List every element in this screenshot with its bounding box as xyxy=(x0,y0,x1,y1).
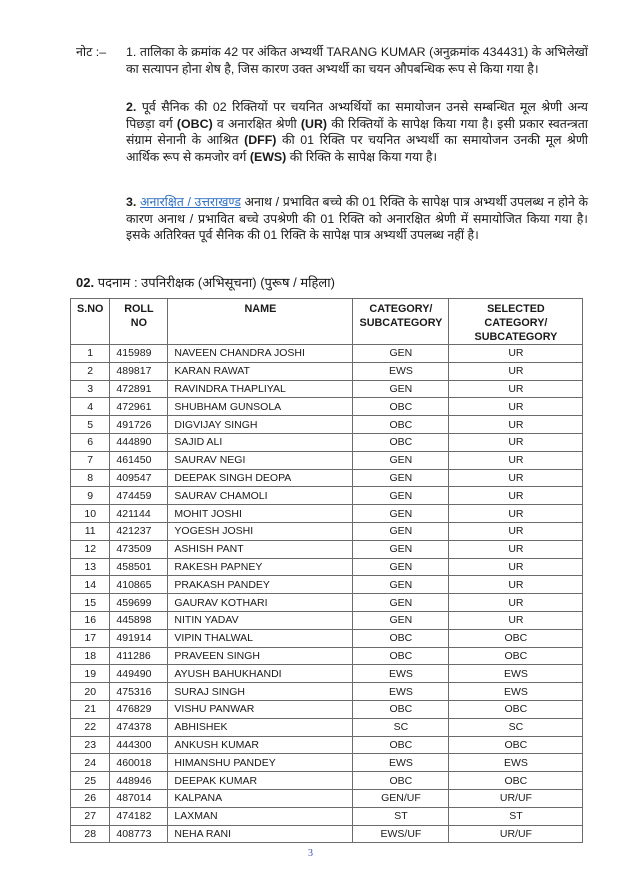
cell-roll-no: 410865 xyxy=(110,576,168,594)
cell-selected-category: UR/UF xyxy=(449,789,583,807)
table-row xyxy=(71,718,583,736)
cell-sno: 6 xyxy=(71,433,110,451)
cell-name: ANKUSH KUMAR xyxy=(168,736,353,754)
category-link[interactable]: अनारक्षित / उत्तराखण्ड xyxy=(140,195,241,209)
table-body xyxy=(71,345,583,843)
cell-roll-no: 408773 xyxy=(110,825,168,843)
cell-category: OBC xyxy=(353,629,449,647)
cell-name: NAVEEN CHANDRA JOSHI xyxy=(168,345,353,363)
header-category xyxy=(353,299,449,345)
cell-roll-no: 475316 xyxy=(110,683,168,701)
note-item-text: व अनारक्षित श्रेणी xyxy=(212,116,301,131)
dff-term: (DFF) xyxy=(244,133,277,148)
cell-sno: 24 xyxy=(71,754,110,772)
cell-sno: 4 xyxy=(71,398,110,416)
cell-selected-category: UR xyxy=(449,451,583,469)
cell-selected-category: EWS xyxy=(449,665,583,683)
cell-category: GEN xyxy=(353,558,449,576)
cell-roll-no: 474459 xyxy=(110,487,168,505)
header-sno: S.NO xyxy=(71,299,110,345)
cell-name: PRAVEEN SINGH xyxy=(168,647,353,665)
table-row xyxy=(71,683,583,701)
cell-name: AYUSH BAHUKHANDI xyxy=(168,665,353,683)
header-selected-category xyxy=(449,299,583,345)
cell-roll-no: 459699 xyxy=(110,594,168,612)
cell-roll-no: 474378 xyxy=(110,718,168,736)
cell-name: MOHIT JOSHI xyxy=(168,505,353,523)
table-row xyxy=(71,398,583,416)
table-row xyxy=(71,772,583,790)
table-row xyxy=(71,469,583,487)
cell-sno: 9 xyxy=(71,487,110,505)
cell-selected-category: UR xyxy=(449,558,583,576)
cell-category: GEN xyxy=(353,451,449,469)
cell-sno: 15 xyxy=(71,594,110,612)
cell-name: HIMANSHU PANDEY xyxy=(168,754,353,772)
cell-name: DIGVIJAY SINGH xyxy=(168,416,353,434)
cell-sno: 8 xyxy=(71,469,110,487)
table-row xyxy=(71,825,583,843)
cell-roll-no: 458501 xyxy=(110,558,168,576)
cell-name: SAURAV NEGI xyxy=(168,451,353,469)
table-row xyxy=(71,754,583,772)
cell-category: SC xyxy=(353,718,449,736)
table-row xyxy=(71,700,583,718)
cell-sno: 21 xyxy=(71,700,110,718)
cell-selected-category: UR xyxy=(449,433,583,451)
cell-selected-category: UR xyxy=(449,362,583,380)
cell-category: OBC xyxy=(353,433,449,451)
note-item-1 xyxy=(126,44,588,77)
cell-sno: 25 xyxy=(71,772,110,790)
cell-roll-no: 472891 xyxy=(110,380,168,398)
cell-sno: 10 xyxy=(71,505,110,523)
cell-selected-category: UR xyxy=(449,398,583,416)
cell-category: OBC xyxy=(353,736,449,754)
cell-selected-category: OBC xyxy=(449,736,583,754)
cell-name: KARAN RAWAT xyxy=(168,362,353,380)
cell-roll-no: 409547 xyxy=(110,469,168,487)
cell-name: SHUBHAM GUNSOLA xyxy=(168,398,353,416)
cell-sno: 20 xyxy=(71,683,110,701)
cell-selected-category: UR xyxy=(449,522,583,540)
table-row xyxy=(71,611,583,629)
note-item-text: पूर्व सैनिक की 02 रिक्तियों पर चयनित अभ्यर्थियों का समायोजन उनसे सम्बन्धित मूल श्रेणी अन्य पिछड़ा वर्ग xyxy=(126,100,588,131)
cell-selected-category: UR xyxy=(449,469,583,487)
cell-name: KALPANA xyxy=(168,789,353,807)
cell-selected-category: UR xyxy=(449,345,583,363)
cell-roll-no: 473509 xyxy=(110,540,168,558)
cell-roll-no: 461450 xyxy=(110,451,168,469)
cell-sno: 14 xyxy=(71,576,110,594)
cell-sno: 18 xyxy=(71,647,110,665)
cell-selected-category: UR xyxy=(449,576,583,594)
table-row xyxy=(71,362,583,380)
note-item-text: की 01 रिक्ति पर चयनित अभ्यर्थी का समायोजन उनकी मूल श्रेणी आर्थिक रूप से कमजोर वर्ग xyxy=(126,133,588,164)
table-header-row xyxy=(71,299,583,345)
table-row xyxy=(71,433,583,451)
cell-sno: 19 xyxy=(71,665,110,683)
cell-category: EWS xyxy=(353,754,449,772)
cell-sno: 7 xyxy=(71,451,110,469)
cell-category: OBC xyxy=(353,398,449,416)
table-row xyxy=(71,736,583,754)
cell-category: OBC xyxy=(353,416,449,434)
note-item-number: 2. xyxy=(126,100,137,114)
selection-table xyxy=(70,298,583,843)
cell-category: OBC xyxy=(353,647,449,665)
cell-category: GEN xyxy=(353,345,449,363)
cell-selected-category: SC xyxy=(449,718,583,736)
header-category-line1: CATEGORY/ xyxy=(369,303,433,315)
cell-name: YOGESH JOSHI xyxy=(168,522,353,540)
cell-category: EWS xyxy=(353,683,449,701)
cell-name: NEHA RANI xyxy=(168,825,353,843)
cell-roll-no: 448946 xyxy=(110,772,168,790)
cell-category: EWS xyxy=(353,362,449,380)
note-item-text: अनाथ / प्रभावित बच्चे की 01 रिक्ति के सापेक्ष पात्र अभ्यर्थी उपलब्ध न होने के कारण अनाथ / प्रभावित बच्चे उपश्रेणी की 01 रिक्ति को अनारक्षित श्रेणी में समायोजित किया गया है। इसके अतिरिक्त पूर्व सैनिक की 01 रिक्ति के सापेक्ष पात्र अभ्यर्थी उपलब्ध नहीं है। xyxy=(126,195,588,243)
cell-name: SAJID ALI xyxy=(168,433,353,451)
ews-term: (EWS) xyxy=(249,149,287,164)
table-row xyxy=(71,416,583,434)
cell-sno: 12 xyxy=(71,540,110,558)
table-row xyxy=(71,629,583,647)
cell-category: GEN xyxy=(353,522,449,540)
cell-selected-category: OBC xyxy=(449,772,583,790)
cell-roll-no: 445898 xyxy=(110,611,168,629)
cell-category: GEN xyxy=(353,487,449,505)
section-title xyxy=(76,273,335,291)
cell-sno: 2 xyxy=(71,362,110,380)
cell-roll-no: 491726 xyxy=(110,416,168,434)
table-row xyxy=(71,665,583,683)
table-row xyxy=(71,789,583,807)
header-roll-no: ROLL NO xyxy=(110,299,168,345)
cell-selected-category: UR xyxy=(449,594,583,612)
cell-name: GAURAV KOTHARI xyxy=(168,594,353,612)
cell-category: GEN xyxy=(353,540,449,558)
cell-roll-no: 415989 xyxy=(110,345,168,363)
table-row xyxy=(71,807,583,825)
table-row xyxy=(71,576,583,594)
note-label: नोट :– xyxy=(76,45,107,59)
cell-selected-category: EWS xyxy=(449,754,583,772)
cell-sno: 28 xyxy=(71,825,110,843)
cell-selected-category: OBC xyxy=(449,647,583,665)
table-row xyxy=(71,345,583,363)
cell-sno: 16 xyxy=(71,611,110,629)
cell-roll-no: 449490 xyxy=(110,665,168,683)
cell-category: GEN xyxy=(353,505,449,523)
cell-category: GEN xyxy=(353,594,449,612)
cell-name: ASHISH PANT xyxy=(168,540,353,558)
header-category-line2: SUBCATEGORY xyxy=(359,317,443,329)
cell-category: GEN xyxy=(353,469,449,487)
cell-selected-category: OBC xyxy=(449,700,583,718)
cell-name: SAURAV CHAMOLI xyxy=(168,487,353,505)
cell-name: NITIN YADAV xyxy=(168,611,353,629)
cell-selected-category: UR xyxy=(449,416,583,434)
section-number: 02. xyxy=(76,275,95,290)
table-row xyxy=(71,522,583,540)
cell-selected-category: UR xyxy=(449,487,583,505)
header-selected-line1: SELECTED CATEGORY/ xyxy=(484,303,548,329)
cell-sno: 27 xyxy=(71,807,110,825)
cell-sno: 23 xyxy=(71,736,110,754)
cell-selected-category: UR xyxy=(449,540,583,558)
table-row xyxy=(71,647,583,665)
cell-category: EWS xyxy=(353,665,449,683)
cell-name: PRAKASH PANDEY xyxy=(168,576,353,594)
cell-roll-no: 460018 xyxy=(110,754,168,772)
table-row xyxy=(71,540,583,558)
cell-category: OBC xyxy=(353,772,449,790)
cell-name: DEEPAK KUMAR xyxy=(168,772,353,790)
cell-selected-category: UR/UF xyxy=(449,825,583,843)
cell-name: SURAJ SINGH xyxy=(168,683,353,701)
cell-category: EWS/UF xyxy=(353,825,449,843)
table-row xyxy=(71,487,583,505)
note-item-2 xyxy=(126,99,588,165)
note-item-number: 1. xyxy=(126,45,137,59)
cell-sno: 17 xyxy=(71,629,110,647)
cell-sno: 1 xyxy=(71,345,110,363)
cell-selected-category: UR xyxy=(449,505,583,523)
section-heading: पदनाम : उपनिरीक्षक (अभिसूचना) (पुरूष / महिला) xyxy=(94,275,335,290)
cell-name: DEEPAK SINGH DEOPA xyxy=(168,469,353,487)
header-name: NAME xyxy=(168,299,353,345)
obc-term: (OBC) xyxy=(176,116,213,131)
cell-roll-no: 476829 xyxy=(110,700,168,718)
cell-category: ST xyxy=(353,807,449,825)
cell-roll-no: 472961 xyxy=(110,398,168,416)
cell-selected-category: OBC xyxy=(449,629,583,647)
cell-name: RAVINDRA THAPLIYAL xyxy=(168,380,353,398)
page-number: 3 xyxy=(308,848,313,859)
note-item-3 xyxy=(126,194,588,244)
cell-name: VIPIN THALWAL xyxy=(168,629,353,647)
cell-name: LAXMAN xyxy=(168,807,353,825)
table-row xyxy=(71,380,583,398)
cell-category: OBC xyxy=(353,700,449,718)
cell-roll-no: 491914 xyxy=(110,629,168,647)
table-row xyxy=(71,451,583,469)
cell-roll-no: 487014 xyxy=(110,789,168,807)
cell-sno: 26 xyxy=(71,789,110,807)
cell-category: GEN xyxy=(353,380,449,398)
cell-roll-no: 411286 xyxy=(110,647,168,665)
cell-sno: 3 xyxy=(71,380,110,398)
cell-name: RAKESH PAPNEY xyxy=(168,558,353,576)
cell-name: VISHU PANWAR xyxy=(168,700,353,718)
cell-name: ABHISHEK xyxy=(168,718,353,736)
cell-roll-no: 444300 xyxy=(110,736,168,754)
cell-roll-no: 474182 xyxy=(110,807,168,825)
cell-selected-category: UR xyxy=(449,611,583,629)
note-item-text: तालिका के क्रमांक 42 पर अंकित अभ्यर्थी TARANG KUMAR (अनुक्रमांक 434431) के अभिलेखों का सत्यापन होना शेष है, जिस कारण उक्त अभ्यर्थी का चयन औपबन्धिक रूप से किया गया है। xyxy=(126,45,588,76)
note-item-text: की रिक्ति के सापेक्ष किया गया है। xyxy=(286,149,438,164)
cell-roll-no: 421144 xyxy=(110,505,168,523)
cell-sno: 11 xyxy=(71,522,110,540)
table-row xyxy=(71,505,583,523)
table-row xyxy=(71,594,583,612)
cell-selected-category: UR xyxy=(449,380,583,398)
table-row xyxy=(71,558,583,576)
cell-selected-category: ST xyxy=(449,807,583,825)
cell-roll-no: 489817 xyxy=(110,362,168,380)
note-item-text: की रिक्तियों के सापेक्ष किया गया है। इसी प्रकार स्वतन्त्रता संग्राम सेनानी के आश्रित xyxy=(126,116,588,148)
ur-term: (UR) xyxy=(300,116,328,131)
cell-category: GEN xyxy=(353,611,449,629)
header-selected-line2: SUBCATEGORY xyxy=(474,331,558,343)
cell-roll-no: 444890 xyxy=(110,433,168,451)
cell-roll-no: 421237 xyxy=(110,522,168,540)
cell-sno: 5 xyxy=(71,416,110,434)
note-item-number: 3. xyxy=(126,195,137,209)
cell-category: GEN xyxy=(353,576,449,594)
cell-selected-category: EWS xyxy=(449,683,583,701)
cell-sno: 13 xyxy=(71,558,110,576)
cell-sno: 22 xyxy=(71,718,110,736)
cell-category: GEN/UF xyxy=(353,789,449,807)
